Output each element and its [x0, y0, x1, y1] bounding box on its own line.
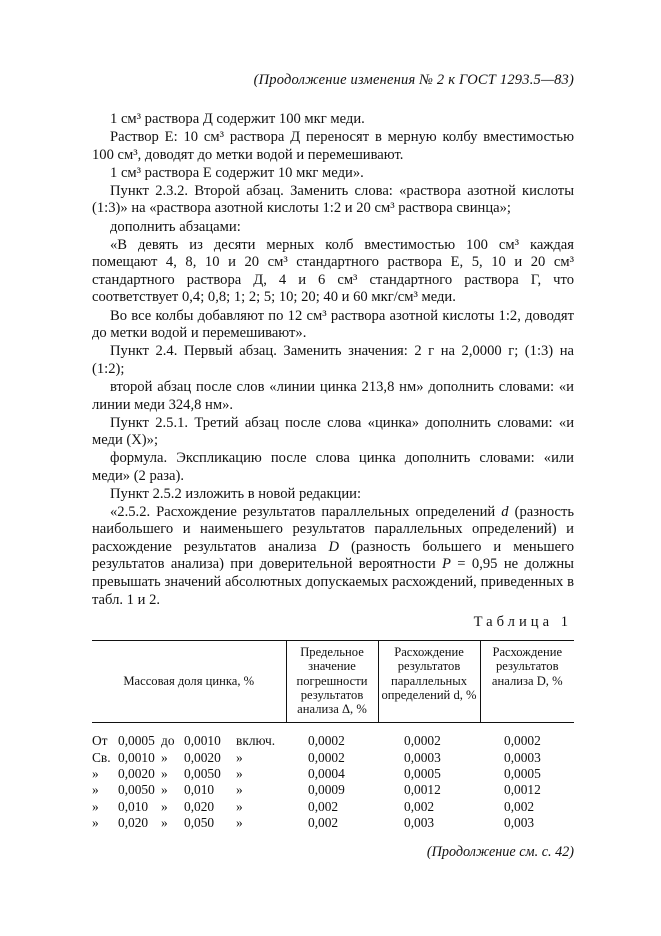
row-label-part: до: [161, 733, 175, 749]
row-label-part: »: [236, 749, 243, 765]
p252-part4: = 0,95 не должны превышать значений абсолютных допускаемых расхождений, приведенных в табл. 1 и 2.: [92, 556, 574, 608]
cell-v2: 0,0002: [404, 733, 441, 749]
row-label-part: »: [161, 782, 168, 798]
var-P: P: [442, 556, 451, 573]
paragraph-2-5-2: [92, 504, 574, 610]
table-row: [92, 750, 574, 766]
paragraph: Пункт 2.5.1. Третий абзац после слова «цинка» дополнить словами: «и меди (X)»;: [92, 414, 574, 449]
row-label-part: Св.: [92, 749, 111, 765]
cell-v2: 0,003: [404, 815, 435, 831]
table-caption: Таблица 1: [473, 614, 572, 631]
row-label-part: 0,050: [184, 815, 215, 831]
row-label-part: »: [92, 765, 99, 781]
row-label: [92, 815, 286, 831]
row-label: [92, 723, 286, 750]
row-label-part: »: [161, 815, 168, 831]
row-label-part: 0,0010: [184, 733, 221, 749]
row-label-part: 0,020: [118, 815, 149, 831]
paragraph: 1 см³ раствора Е содержит 10 мкг меди».: [110, 164, 364, 181]
paragraph: Пункт 2.4. Первый абзац. Заменить значения: 2 г на 2,0000 г; (1:3) на (1:2);: [92, 343, 574, 377]
paragraph: дополнить абзацами:: [110, 218, 241, 235]
paragraph: «В девять из десяти мерных колб вместимостью 100 см³ каждая помещают 4, 8, 10 и 20 см³ стандартного раствора Е, 5, 10 и 20 см³ стандартного раствора Д, 4 и 6 см³ стандартного раствора Г, что соответствует 0,4; 0,8; 1; 2; 5; 10; 20; 40 и 60 мкг/см³ меди.: [92, 236, 574, 306]
row-label: [92, 782, 286, 798]
row-label: [92, 766, 286, 782]
cell-v2: 0,0005: [404, 765, 441, 781]
cell-v3: 0,003: [504, 815, 535, 831]
col-header-error-limit: Предельное значение погрешности результатов анализа Δ, %: [286, 641, 378, 723]
row-label-part: От: [92, 733, 108, 749]
table-row: [92, 782, 574, 798]
p252-part2: (разность наибольшего и наименьшего результатов параллельных определений) и расхождение результатов анализа: [92, 503, 574, 555]
cell-v3: 0,0003: [504, 749, 541, 765]
page-header: (Продолжение изменения № 2 к ГОСТ 1293.5—83): [253, 72, 574, 88]
table-row: [92, 723, 574, 750]
row-label-part: »: [161, 798, 168, 814]
row-label-part: »: [236, 798, 243, 814]
cell-v1: 0,0002: [308, 749, 345, 765]
table-header-row: [92, 641, 574, 723]
p252-part3: (разность большего и меньшего результатов анализа) при доверительной вероятности: [92, 538, 575, 573]
row-label: [92, 799, 286, 815]
row-label-part: 0,010: [118, 798, 149, 814]
row-label-part: »: [92, 798, 99, 814]
page-footer: (Продолжение см. с. 42): [426, 843, 574, 860]
row-label-part: 0,0020: [118, 765, 155, 781]
document-page: [92, 72, 574, 861]
cell-v1: 0,002: [308, 798, 339, 814]
row-label-part: »: [161, 765, 168, 781]
cell-v1: 0,0002: [308, 733, 345, 749]
table-row: [92, 799, 574, 815]
row-label-part: 0,0050: [118, 782, 155, 798]
paragraph: Пункт 2.3.2. Второй абзац. Заменить слова: «раствора азотной кислоты (1:3)» на «раствора азотной кислоты 1:2 и 20 см³ раствора свинца»;: [92, 182, 574, 217]
row-label-part: »: [236, 782, 243, 798]
row-label-part: 0,0050: [184, 765, 221, 781]
paragraph: второй абзац после слов «линии цинка 213,8 нм» дополнить словами: «и линии меди 324,8 нм».: [92, 378, 574, 413]
paragraph: формула. Экспликацию после слова цинка дополнить словами: «или меди» (2 раза).: [92, 450, 574, 484]
row-label-part: 0,0010: [118, 749, 155, 765]
data-table: [92, 640, 574, 831]
col-header-mass-fraction: Массовая доля цинка, %: [92, 641, 286, 723]
paragraph: Во все колбы добавляют по 12 см³ раствора азотной кислоты 1:2, доводят до метки водой и перемешивают».: [92, 307, 574, 342]
cell-v2: 0,0003: [404, 749, 441, 765]
row-label-part: включ.: [236, 733, 276, 749]
row-label-part: »: [161, 749, 168, 765]
row-label-part: 0,0020: [184, 749, 221, 765]
row-label: [92, 750, 286, 766]
cell-v3: 0,0005: [504, 765, 541, 781]
row-label-part: »: [236, 765, 243, 781]
col-header-analysis-divergence: Расхождение результатов анализа D, %: [480, 641, 574, 723]
table-row: [92, 815, 574, 831]
cell-v1: 0,002: [308, 815, 339, 831]
row-label-part: »: [236, 815, 243, 831]
cell-v1: 0,0004: [308, 765, 345, 781]
cell-v2: 0,002: [404, 798, 435, 814]
cell-v3: 0,002: [504, 798, 535, 814]
body-text: [92, 111, 574, 504]
row-label-part: 0,020: [184, 798, 215, 814]
cell-v3: 0,0012: [504, 782, 541, 798]
paragraph: Раствор Е: 10 см³ раствора Д переносят в мерную колбу вместимостью 100 см³, доводят до метки водой и перемешивают.: [92, 129, 574, 163]
paragraph: Пункт 2.5.2 изложить в новой редакции:: [110, 485, 362, 502]
var-D: D: [328, 538, 339, 555]
row-label-part: »: [92, 782, 99, 798]
row-label-part: »: [92, 815, 99, 831]
row-label-part: 0,010: [184, 782, 215, 798]
cell-v3: 0,0002: [504, 733, 541, 749]
col-header-parallel-divergence: Расхождение результатов параллельных определений d, %: [378, 641, 480, 723]
paragraph: 1 см³ раствора Д содержит 100 мкг меди.: [110, 111, 365, 127]
cell-v2: 0,0012: [404, 782, 441, 798]
cell-v1: 0,0009: [308, 782, 345, 798]
table-row: [92, 766, 574, 782]
p252-part1: «2.5.2. Расхождение результатов параллельных определений: [110, 503, 502, 520]
var-d: d: [501, 503, 509, 520]
row-label-part: 0,0005: [118, 733, 155, 749]
